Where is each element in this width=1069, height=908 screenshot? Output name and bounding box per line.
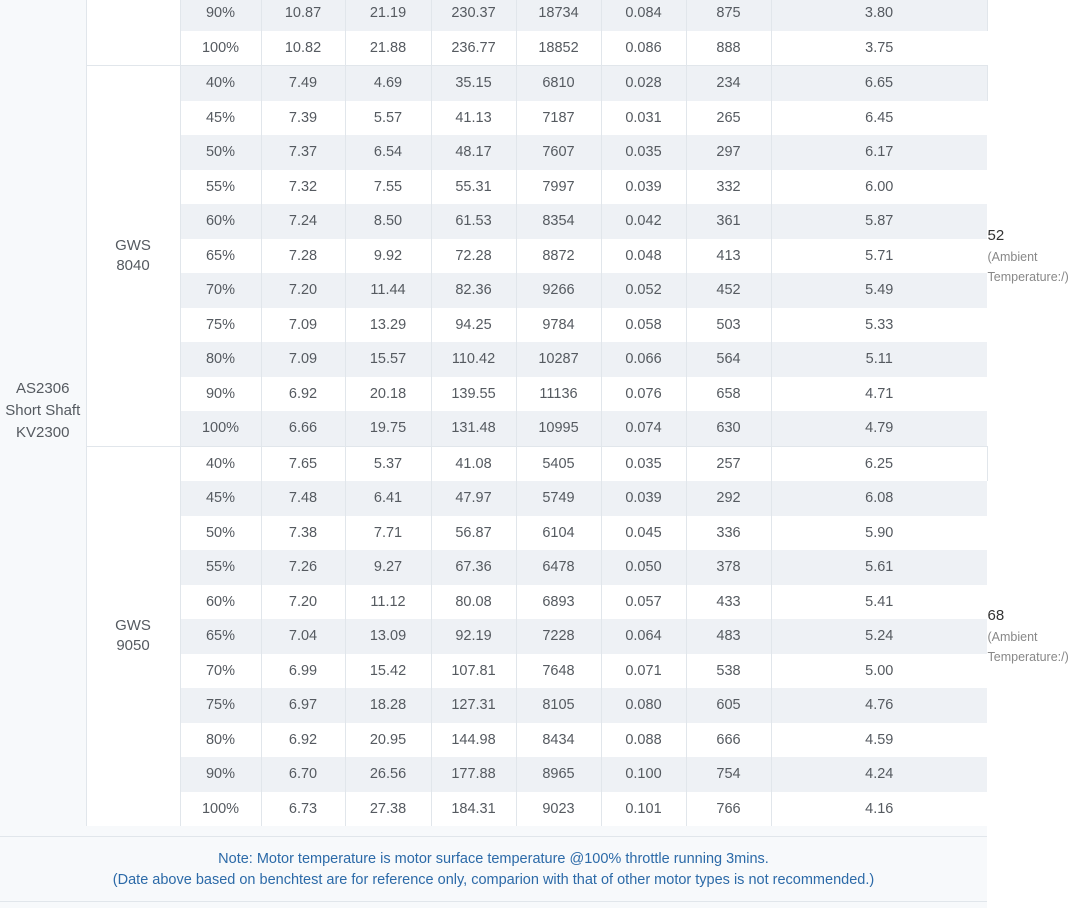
propeller-cell xyxy=(86,0,180,66)
table-cell: 7.24 xyxy=(261,204,345,239)
table-cell: 4.24 xyxy=(771,757,987,792)
table-cell: 630 xyxy=(686,411,771,446)
table-cell: 41.13 xyxy=(431,101,516,136)
table-cell: 9266 xyxy=(516,273,601,308)
table-cell: 40% xyxy=(180,446,261,481)
table-cell: 5.87 xyxy=(771,204,987,239)
table-cell: 80% xyxy=(180,723,261,758)
table-cell: 538 xyxy=(686,654,771,689)
table-cell: 0.057 xyxy=(601,585,686,620)
table-cell: 15.42 xyxy=(345,654,431,689)
table-cell: 48.17 xyxy=(431,135,516,170)
table-cell: 50% xyxy=(180,516,261,551)
table-cell: 7.04 xyxy=(261,619,345,654)
table-cell: 5.71 xyxy=(771,239,987,274)
table-cell: 7.26 xyxy=(261,550,345,585)
table-row xyxy=(0,0,987,31)
table-cell: 0.101 xyxy=(601,792,686,827)
table-cell: 10.87 xyxy=(261,0,345,31)
table-cell: 230.37 xyxy=(431,0,516,31)
table-cell: 6.08 xyxy=(771,481,987,516)
table-cell: 4.69 xyxy=(345,66,431,101)
table-cell: 0.028 xyxy=(601,66,686,101)
table-cell: 18852 xyxy=(516,31,601,66)
table-cell: 45% xyxy=(180,101,261,136)
table-cell: 50% xyxy=(180,135,261,170)
table-cell: 55% xyxy=(180,550,261,585)
table-cell: 7.20 xyxy=(261,585,345,620)
table-cell: 139.55 xyxy=(431,377,516,412)
table-cell: 6478 xyxy=(516,550,601,585)
table-cell: 11.44 xyxy=(345,273,431,308)
table-cell: 7.09 xyxy=(261,342,345,377)
table-cell: 7997 xyxy=(516,170,601,205)
table-cell: 15.57 xyxy=(345,342,431,377)
table-cell: 127.31 xyxy=(431,688,516,723)
table-cell: 65% xyxy=(180,619,261,654)
table-cell: 6.92 xyxy=(261,723,345,758)
table-cell: 100% xyxy=(180,31,261,66)
table-cell: 888 xyxy=(686,31,771,66)
table-cell: 7.71 xyxy=(345,516,431,551)
table-cell: 0.074 xyxy=(601,411,686,446)
table-cell: 19.75 xyxy=(345,411,431,446)
table-cell: 6.73 xyxy=(261,792,345,827)
table-cell: 6.99 xyxy=(261,654,345,689)
table-row: GWS 8040 40% 7.49 4.69 35.15 6810 0.028 234 6.65 52 (Ambient Temperature:/) xyxy=(0,66,987,101)
table-cell: 7.20 xyxy=(261,273,345,308)
table-cell: 75% xyxy=(180,308,261,343)
table-cell: 6893 xyxy=(516,585,601,620)
table-cell: 61.53 xyxy=(431,204,516,239)
table-cell: 0.048 xyxy=(601,239,686,274)
table-cell: 0.039 xyxy=(601,170,686,205)
footnote xyxy=(0,836,987,902)
table-cell: 82.36 xyxy=(431,273,516,308)
table-cell: 13.29 xyxy=(345,308,431,343)
table-cell: 9784 xyxy=(516,308,601,343)
table-cell: 9023 xyxy=(516,792,601,827)
table-cell: 13.09 xyxy=(345,619,431,654)
table-cell: 378 xyxy=(686,550,771,585)
table-cell: 332 xyxy=(686,170,771,205)
table-cell: 80% xyxy=(180,342,261,377)
table-cell: 7.65 xyxy=(261,446,345,481)
table-cell: 7228 xyxy=(516,619,601,654)
table-cell: 80.08 xyxy=(431,585,516,620)
table-cell: 107.81 xyxy=(431,654,516,689)
table-cell: 0.039 xyxy=(601,481,686,516)
table-cell: 72.28 xyxy=(431,239,516,274)
note-line-1: Note: Motor temperature is motor surface temperature @100% throttle running 3mins. xyxy=(218,851,769,867)
propeller-label: 8040 xyxy=(116,256,150,274)
table-cell: 8354 xyxy=(516,204,601,239)
table-cell: 18734 xyxy=(516,0,601,31)
table-cell: 35.15 xyxy=(431,66,516,101)
table-cell: 5.61 xyxy=(771,550,987,585)
table-cell: 5749 xyxy=(516,481,601,516)
table-cell: 361 xyxy=(686,204,771,239)
table-cell: 452 xyxy=(686,273,771,308)
table-cell: 8872 xyxy=(516,239,601,274)
table-cell: 6.92 xyxy=(261,377,345,412)
table-cell: 234 xyxy=(686,66,771,101)
table-row: GWS 9050 40% 7.65 5.37 41.08 5405 0.035 257 6.25 68 (Ambient Temperature:/) xyxy=(0,446,987,481)
table-cell: 605 xyxy=(686,688,771,723)
table-cell: 4.79 xyxy=(771,411,987,446)
table-cell: 41.08 xyxy=(431,446,516,481)
table-cell: 6.17 xyxy=(771,135,987,170)
propeller-label: GWS xyxy=(115,236,151,254)
table-cell: 21.88 xyxy=(345,31,431,66)
table-cell: 21.19 xyxy=(345,0,431,31)
table-cell: 6.41 xyxy=(345,481,431,516)
table-cell: 18.28 xyxy=(345,688,431,723)
table-cell: 60% xyxy=(180,585,261,620)
table-cell: 7187 xyxy=(516,101,601,136)
table-cell: 0.035 xyxy=(601,446,686,481)
table-cell: 40% xyxy=(180,66,261,101)
table-cell: 177.88 xyxy=(431,757,516,792)
table-cell: 90% xyxy=(180,377,261,412)
propeller-cell xyxy=(86,66,180,447)
table-cell: 47.97 xyxy=(431,481,516,516)
table-cell: 0.086 xyxy=(601,31,686,66)
table-cell: 7.28 xyxy=(261,239,345,274)
table-cell: 7.38 xyxy=(261,516,345,551)
table-cell: 6.66 xyxy=(261,411,345,446)
table-cell: 5.49 xyxy=(771,273,987,308)
table-cell: 236.77 xyxy=(431,31,516,66)
table-cell: 413 xyxy=(686,239,771,274)
table-cell: 4.59 xyxy=(771,723,987,758)
table-cell: 70% xyxy=(180,654,261,689)
note-line-2: (Date above based on benchtest are for reference only, comparion with that of other motor types is not recommended.) xyxy=(112,872,875,888)
table-cell: 55% xyxy=(180,170,261,205)
motor-model-label: AS2306 xyxy=(16,380,70,397)
table-cell: 4.71 xyxy=(771,377,987,412)
propeller-label: 9050 xyxy=(116,637,150,655)
table-cell: 60% xyxy=(180,204,261,239)
table-cell: 292 xyxy=(686,481,771,516)
table-cell: 6.65 xyxy=(771,66,987,101)
table-cell: 0.071 xyxy=(601,654,686,689)
table-cell: 6.97 xyxy=(261,688,345,723)
table-cell: 70% xyxy=(180,273,261,308)
table-cell: 0.066 xyxy=(601,342,686,377)
table-cell: 65% xyxy=(180,239,261,274)
table-cell: 8434 xyxy=(516,723,601,758)
table-cell: 4.76 xyxy=(771,688,987,723)
table-cell: 6.45 xyxy=(771,101,987,136)
table-cell: 503 xyxy=(686,308,771,343)
table-cell: 7.39 xyxy=(261,101,345,136)
table-cell: 7607 xyxy=(516,135,601,170)
table-cell: 10.82 xyxy=(261,31,345,66)
table-cell: 144.98 xyxy=(431,723,516,758)
table-cell: 94.25 xyxy=(431,308,516,343)
table-cell: 8.50 xyxy=(345,204,431,239)
table-cell: 20.18 xyxy=(345,377,431,412)
table-cell: 6.54 xyxy=(345,135,431,170)
table-cell: 6.00 xyxy=(771,170,987,205)
table-cell: 5405 xyxy=(516,446,601,481)
table-cell: 297 xyxy=(686,135,771,170)
table-cell: 5.11 xyxy=(771,342,987,377)
table-cell: 754 xyxy=(686,757,771,792)
table-cell: 7.49 xyxy=(261,66,345,101)
motor-model-label: KV2300 xyxy=(16,424,70,441)
table-cell: 257 xyxy=(686,446,771,481)
table-cell: 56.87 xyxy=(431,516,516,551)
table-cell: 564 xyxy=(686,342,771,377)
table-cell: 10995 xyxy=(516,411,601,446)
table-cell: 184.31 xyxy=(431,792,516,827)
table-cell: 766 xyxy=(686,792,771,827)
table-cell: 0.080 xyxy=(601,688,686,723)
table-cell: 6.70 xyxy=(261,757,345,792)
table-cell: 0.076 xyxy=(601,377,686,412)
table-cell: 5.37 xyxy=(345,446,431,481)
table-cell: 20.95 xyxy=(345,723,431,758)
propeller-cell xyxy=(86,446,180,826)
table-cell: 11136 xyxy=(516,377,601,412)
table-cell: 92.19 xyxy=(431,619,516,654)
table-cell: 0.100 xyxy=(601,757,686,792)
table-cell: 483 xyxy=(686,619,771,654)
table-cell: 336 xyxy=(686,516,771,551)
table-cell: 3.80 xyxy=(771,0,987,31)
table-cell: 5.00 xyxy=(771,654,987,689)
table-cell: 265 xyxy=(686,101,771,136)
table-cell: 67.36 xyxy=(431,550,516,585)
table-cell: 55.31 xyxy=(431,170,516,205)
table-cell: 0.084 xyxy=(601,0,686,31)
table-cell: 100% xyxy=(180,792,261,827)
table-cell: 11.12 xyxy=(345,585,431,620)
table-cell: 9.92 xyxy=(345,239,431,274)
table-cell: 6104 xyxy=(516,516,601,551)
table-cell: 45% xyxy=(180,481,261,516)
table-cell: 110.42 xyxy=(431,342,516,377)
table-cell: 6810 xyxy=(516,66,601,101)
table-cell: 27.38 xyxy=(345,792,431,827)
table-cell: 5.57 xyxy=(345,101,431,136)
table-cell: 8105 xyxy=(516,688,601,723)
table-cell: 10287 xyxy=(516,342,601,377)
table-cell: 3.75 xyxy=(771,31,987,66)
table-cell: 26.56 xyxy=(345,757,431,792)
table-cell: 0.052 xyxy=(601,273,686,308)
table-cell: 6.25 xyxy=(771,446,987,481)
table-cell: 7.48 xyxy=(261,481,345,516)
table-cell: 0.045 xyxy=(601,516,686,551)
motor-model-cell xyxy=(0,0,86,826)
table-cell: 433 xyxy=(686,585,771,620)
table-cell: 131.48 xyxy=(431,411,516,446)
motor-model-label: Short Shaft xyxy=(5,402,81,419)
table-cell: 7648 xyxy=(516,654,601,689)
table-cell: 658 xyxy=(686,377,771,412)
table-cell: 5.41 xyxy=(771,585,987,620)
table-cell: 7.32 xyxy=(261,170,345,205)
table-cell: 5.33 xyxy=(771,308,987,343)
table-cell: 100% xyxy=(180,411,261,446)
table-cell: 0.031 xyxy=(601,101,686,136)
table-cell: 0.064 xyxy=(601,619,686,654)
table-cell: 0.050 xyxy=(601,550,686,585)
table-cell: 4.16 xyxy=(771,792,987,827)
table-cell: 875 xyxy=(686,0,771,31)
table-cell: 7.09 xyxy=(261,308,345,343)
table-cell: 75% xyxy=(180,688,261,723)
propeller-label: GWS xyxy=(115,617,151,635)
table-cell: 0.088 xyxy=(601,723,686,758)
table-cell: 90% xyxy=(180,757,261,792)
table-cell: 5.90 xyxy=(771,516,987,551)
table-cell: 0.058 xyxy=(601,308,686,343)
table-cell: 5.24 xyxy=(771,619,987,654)
table-cell: 0.042 xyxy=(601,204,686,239)
table-cell: 9.27 xyxy=(345,550,431,585)
table-cell: 90% xyxy=(180,0,261,31)
table-cell: 7.55 xyxy=(345,170,431,205)
table-cell: 0.035 xyxy=(601,135,686,170)
table-cell: 8965 xyxy=(516,757,601,792)
table-cell: 7.37 xyxy=(261,135,345,170)
table-cell: 666 xyxy=(686,723,771,758)
